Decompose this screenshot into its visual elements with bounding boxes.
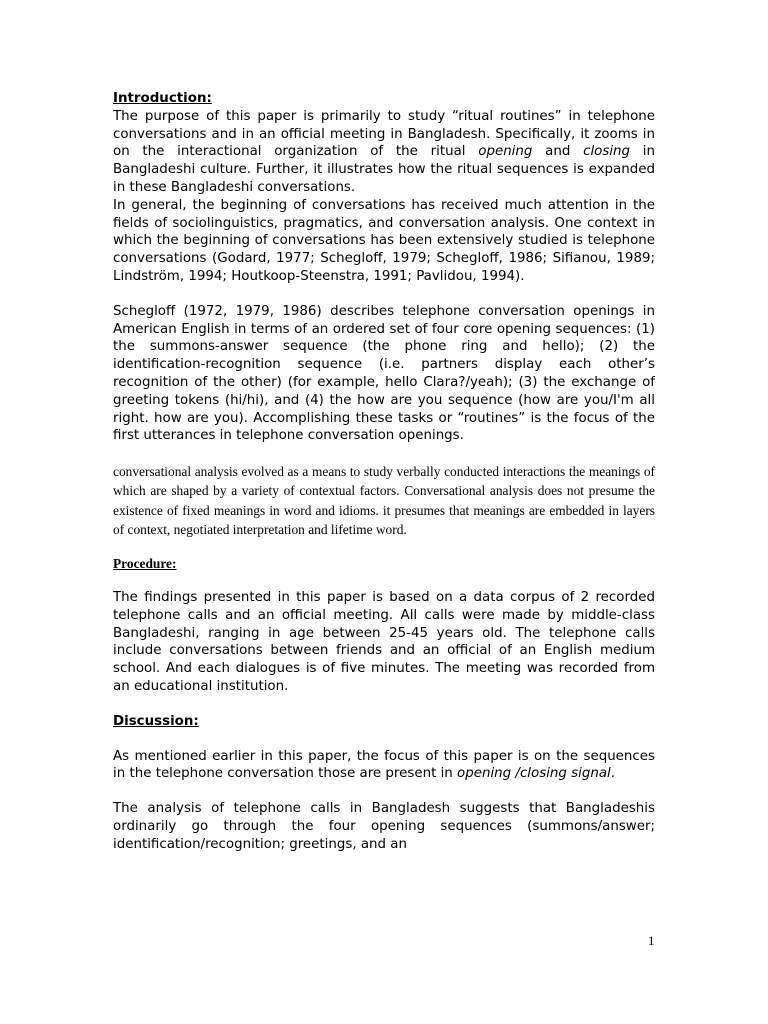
discussion-p1-text-1: As mentioned earlier in this paper, the focus of this paper is on the sequences in the telephone conversation those are present in: [113, 748, 655, 782]
intro-paragraph-4: conversational analysis evolved as a means to study verbally conducted interactions the meanings of which are shaped by a variety of contextual factors. Conversational analysis does not presume the existence of fixed meanings in word and idioms. it presumes that meanings are embedded in layers of context, negotiated interpretation and lifetime word.: [113, 464, 655, 537]
intro-p1-opening: opening: [478, 144, 533, 160]
intro-paragraph-2: In general, the beginning of conversations has received much attention in the fields of sociolinguistics, pragmatics, and conversation analysis. One context in which the beginning of conversations has been extensively studied is telephone conversations (Godard, 1977; Schegloff, 1979; Schegloff, 1986; Sifianou, 1989; Lindström, 1994; Houtkoop-Steenstra, 1991; Pavlidou, 1994).: [113, 197, 655, 284]
introduction-heading: Introduction:: [113, 91, 212, 106]
intro-p1-closing: closing: [583, 144, 631, 160]
discussion-p1-text-2: .: [610, 766, 616, 782]
document-page: [113, 90, 655, 854]
discussion-heading: Discussion:: [113, 713, 199, 729]
page-number: 1: [648, 933, 655, 948]
intro-p1-text-1: The purpose of this paper is primarily to study “ritual routines” in telephone conversations and in an official meeting in Bangladesh. Specifically, it zooms in on the interactional organization of the ritual: [113, 108, 655, 160]
intro-paragraph-3: Schegloff (1972, 1979, 1986) describes telephone conversation openings in American English in terms of an ordered set of four core opening sequences: (1) the summons-answer sequence (the phone ring and hello); (2) the identification-recognition sequence (i.e. partners display each other’s recognition of the other) (for example, hello Clara?/yeah); (3) the exchange of greeting tokens (hi/hi), and (4) the how are you sequence (how are you/I'm all right. how are you). Accomplishing these tasks or “routines” is the focus of the first utterances in telephone conversation openings.: [113, 303, 655, 444]
intro-p1-text-3: in Bangladeshi culture. Further, it illustrates how the ritual sequences is expanded in these Bangladeshi conversations.: [113, 144, 655, 195]
discussion-paragraph-2: The analysis of telephone calls in Bangladesh suggests that Bangladeshis ordinarily go through the four opening sequences (summons/answer; identification/recognition; greetings, and an: [113, 801, 655, 852]
intro-p1-text-2: and: [532, 144, 584, 160]
discussion-p1-emphasis: opening /closing signal: [457, 766, 611, 782]
procedure-heading: Procedure:: [113, 555, 177, 571]
intro-paragraph-1: [113, 108, 655, 197]
procedure-paragraph: The findings presented in this paper is based on a data corpus of 2 recorded telephone calls and an official meeting. All calls were made by middle-class Bangladeshi, ranging in age between 25-45 years old. The telephone calls include conversations between friends and an official of an English medium school. And each dialogues is of five minutes. The meeting was recorded from an educational institution.: [113, 589, 655, 694]
discussion-paragraph-1: [113, 748, 655, 784]
